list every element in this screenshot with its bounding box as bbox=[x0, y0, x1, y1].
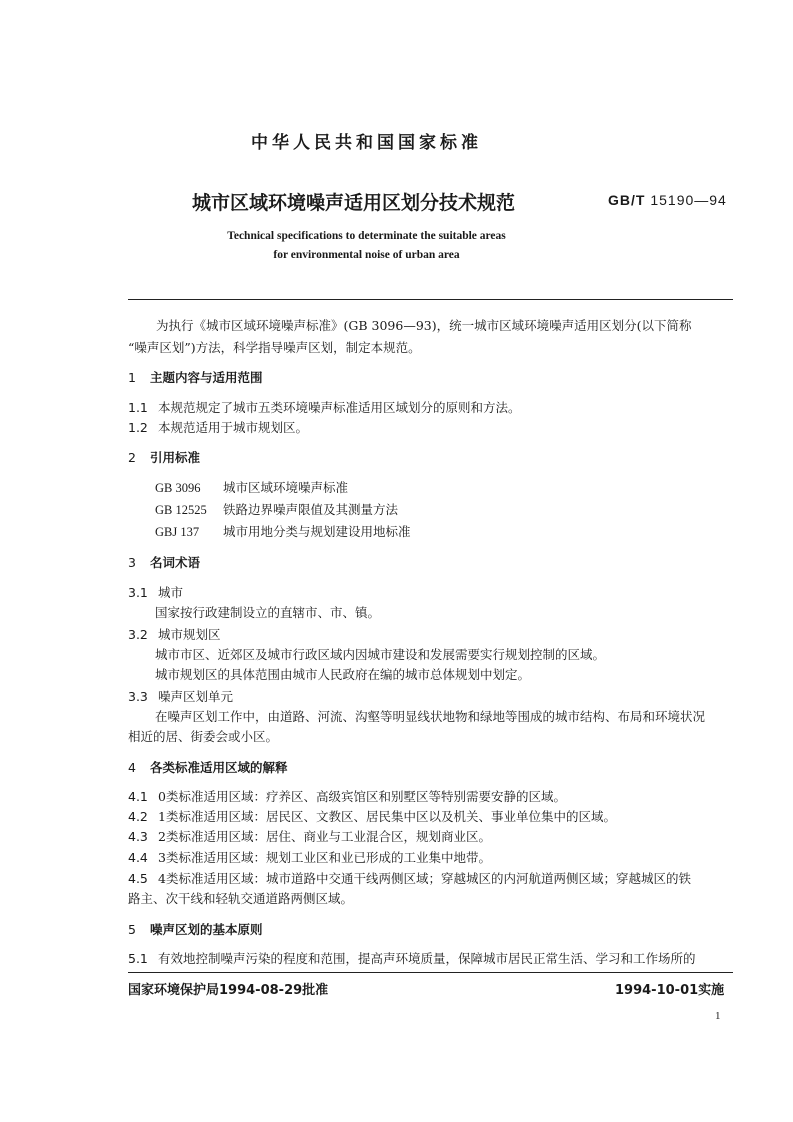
clause-1-2: 1.2 本规范适用于城市规划区。 bbox=[128, 420, 309, 435]
section-2-heading bbox=[128, 448, 200, 466]
section-5-heading bbox=[128, 920, 263, 938]
section-number: 3 bbox=[128, 555, 136, 570]
term-3-1-definition: 国家按行政建制设立的直辖市、市、镇。 bbox=[155, 605, 381, 620]
term-3-2-definition-1: 城市市区、近郊区及城市行政区域内因城市建设和发展需要实行规划控制的区域。 bbox=[155, 647, 606, 662]
reference-row: GB 3096 城市区域环境噪声标准 bbox=[155, 480, 349, 495]
clause-4-1: 4.1 0类标准适用区域：疗养区、高级宾馆区和别墅区等特别需要安静的区域。 bbox=[128, 789, 566, 804]
clause-1-1: 1.1 本规范规定了城市五类环境噪声标准适用区域划分的原则和方法。 bbox=[128, 400, 521, 415]
section-title: 各类标准适用区域的解释 bbox=[150, 760, 288, 775]
section-title: 噪声区划的基本原则 bbox=[150, 922, 263, 937]
term-3-3: 3.3 噪声区划单元 bbox=[128, 689, 234, 704]
section-title: 引用标准 bbox=[150, 450, 201, 465]
intro-line-2: “噪声区划”)方法，科学指导噪声区划，制定本规范。 bbox=[128, 340, 421, 355]
clause-5-1: 5.1 有效地控制噪声污染的程度和范围，提高声环境质量，保障城市居民正常生活、学习和工作场所的 bbox=[128, 951, 696, 966]
approval-line: 国家环境保护局1994-08-29批准 bbox=[128, 983, 329, 998]
section-3-heading bbox=[128, 553, 200, 571]
english-title-line-2: for environmental noise of urban area bbox=[273, 249, 460, 261]
term-3-3-definition-1: 在噪声区划工作中，由道路、河流、沟壑等明显线状地物和绿地等围成的城市结构、布局和环境状况 bbox=[155, 709, 706, 724]
header-divider bbox=[128, 299, 733, 300]
standard-number bbox=[608, 192, 727, 208]
clause-4-5-continued: 路主、次干线和轻轨交通道路两侧区域。 bbox=[128, 891, 354, 906]
effective-date: 1994-10-01实施 bbox=[615, 983, 725, 998]
footer-divider bbox=[128, 972, 733, 973]
term-3-2: 3.2 城市规划区 bbox=[128, 627, 221, 642]
section-title: 主题内容与适用范围 bbox=[150, 370, 263, 385]
clause-4-5: 4.5 4类标准适用区域：城市道路中交通干线两侧区域；穿越城区的内河航道两侧区域；穿越城区的铁 bbox=[128, 871, 691, 886]
term-3-3-definition-2: 相近的居、街委会或小区。 bbox=[128, 729, 279, 744]
clause-4-2: 4.2 1类标准适用区域：居民区、文教区、居民集中区以及机关、事业单位集中的区域。 bbox=[128, 809, 616, 824]
term-3-1: 3.1 城市 bbox=[128, 585, 184, 600]
intro-line-1: 为执行《城市区域环境噪声标准》(GB 3096—93)，统一城市区域环境噪声适用区划分(以下简称 bbox=[156, 318, 692, 333]
clause-4-4: 4.4 3类标准适用区域：规划工业区和业已形成的工业集中地带。 bbox=[128, 850, 491, 865]
clause-4-3: 4.3 2类标准适用区域：居住、商业与工业混合区，规划商业区。 bbox=[128, 829, 491, 844]
national-standard-header: 中华人民共和国国家标准 bbox=[251, 133, 482, 153]
section-number: 4 bbox=[128, 760, 136, 775]
section-1-heading bbox=[128, 368, 263, 386]
section-title: 名词术语 bbox=[150, 555, 201, 570]
document-title: 城市区域环境噪声适用区划分技术规范 bbox=[192, 192, 516, 214]
section-number: 5 bbox=[128, 922, 136, 937]
section-number: 2 bbox=[128, 450, 136, 465]
section-number: 1 bbox=[128, 370, 136, 385]
english-title-line-1: Technical specifications to determinate the suitable areas bbox=[227, 230, 506, 242]
page-number: 1 bbox=[715, 1010, 721, 1022]
reference-row: GBJ 137 城市用地分类与规划建设用地标准 bbox=[155, 524, 411, 539]
reference-row: GB 12525 铁路边界噪声限值及其测量方法 bbox=[155, 502, 399, 517]
section-4-heading bbox=[128, 758, 288, 776]
standard-code: 15190—94 bbox=[645, 192, 727, 208]
term-3-2-definition-2: 城市规划区的具体范围由城市人民政府在编的城市总体规划中划定。 bbox=[155, 667, 531, 682]
standard-prefix: GB/T bbox=[608, 192, 646, 208]
